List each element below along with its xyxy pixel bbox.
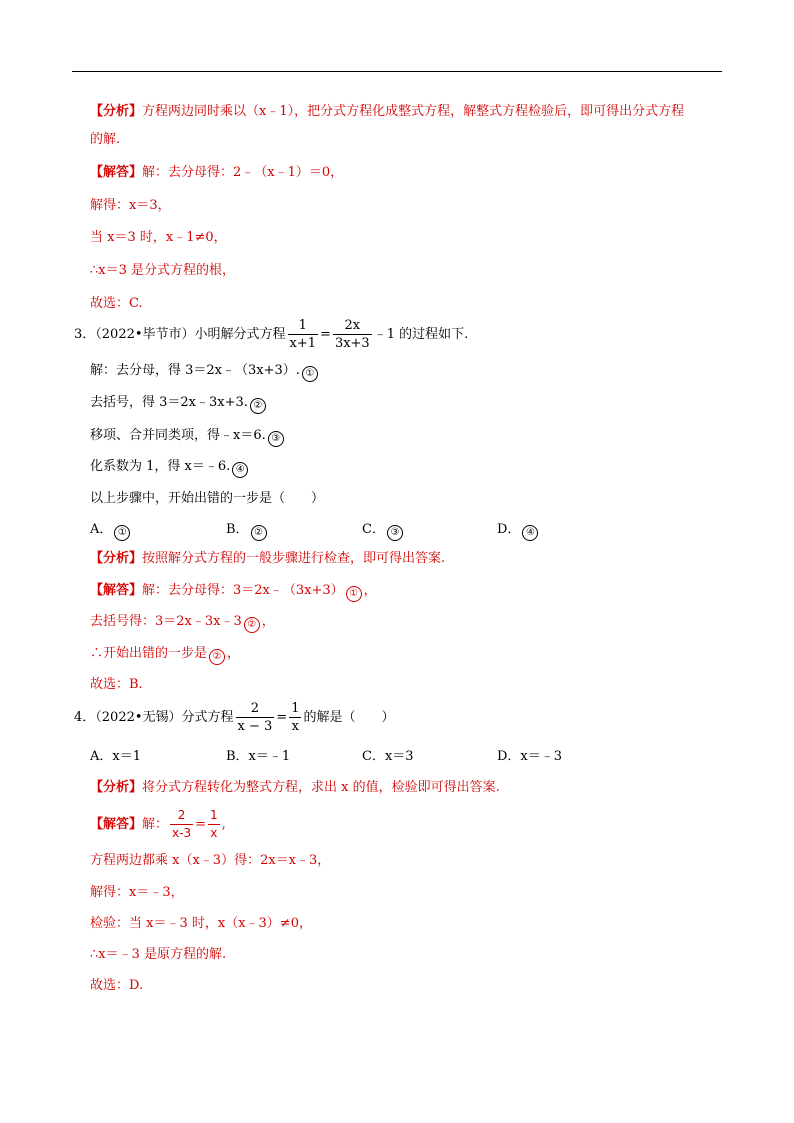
q4-answer-line3: 解得：x＝﹣3， xyxy=(90,885,184,900)
q3-answer-line2: 去括号得：3＝2x﹣3x﹣3 ② ， xyxy=(90,613,275,633)
q3-answer-line3: ∴开始出错的一步是 ② ， xyxy=(90,645,240,665)
q2-analysis-line1: 【分析】方程两边同时乘以（x﹣1），把分式方程化成整式方程，解整式方程检验后，即可得出分式方程 xyxy=(90,104,685,119)
q3-step3: 移项、合并同类项，得﹣x＝6. ③ xyxy=(90,427,286,447)
q3-answer-line4: 故选：B. xyxy=(90,677,143,692)
q4-rhs-fraction: $\frac{1}{x}$ xyxy=(291,701,300,734)
analysis-tag: 【分析】 xyxy=(90,551,143,566)
q4-option-c[interactable]: C．x＝3 xyxy=(362,749,414,764)
q3-lhs-fraction: $\frac{1}{x+1}$ xyxy=(289,318,317,351)
q3-step1: 解：去分母，得 3＝2x﹣（3x+3）. ① xyxy=(90,362,320,382)
q3-rhs-fraction: $\frac{2x}{3x+3}$ xyxy=(334,318,370,351)
q3-step4: 化系数为 1，得 x＝﹣6. ④ xyxy=(90,458,250,478)
q2-answer-line4: ∴x＝3 是分式方程的根， xyxy=(90,263,236,278)
q4-answer-line1: 【解答】解： $\frac{2}{x-3}$ = $\frac{1}{x}$ , xyxy=(90,808,226,840)
q3-option-a[interactable]: A． ① xyxy=(90,521,132,541)
q4-analysis: 【分析】将分式方程转化为整式方程，求出 x 的值，检验即可得出答案. xyxy=(90,780,500,795)
answer-tag: 【解答】 xyxy=(90,817,143,832)
answer-tag: 【解答】 xyxy=(90,165,143,180)
q4-answer-fraction-left: $\frac{2}{x-3}$ xyxy=(172,808,192,840)
q4-lhs-fraction: $\frac{2}{x - 3}$ xyxy=(237,701,273,734)
q2-answer-line2: 解得：x＝3， xyxy=(90,198,171,213)
q4-answer-line6: 故选：D. xyxy=(90,978,144,993)
analysis-tag: 【分析】 xyxy=(90,780,143,795)
q2-analysis-line2: 的解. xyxy=(90,132,121,147)
q4-option-a[interactable]: A．x＝1 xyxy=(90,749,141,764)
circled-3: ③ xyxy=(268,431,284,447)
q3-stem: 3．（2022•毕节市）小明解分式方程 $\frac{1}{x+1}$ = $\frac{2x}{3x+3}$ ﹣1 的过程如下. xyxy=(74,318,469,351)
q3-option-b[interactable]: B． ② xyxy=(226,521,269,541)
q3-option-c[interactable]: C． ③ xyxy=(362,521,405,541)
q3-answer-line1: 【解答】解：去分母得：3＝2x﹣（3x+3） ① ， xyxy=(90,582,377,602)
q3-option-d[interactable]: D． ④ xyxy=(497,521,540,541)
circled-2: ② xyxy=(250,398,266,414)
q2-answer-line3: 当 x＝3 时，x﹣1≠0， xyxy=(90,230,227,245)
q2-answer-line5: 故选：C. xyxy=(90,296,143,311)
q4-answer-line4: 检验：当 x＝﹣3 时，x（x﹣3）≠0， xyxy=(90,916,312,931)
q4-option-d[interactable]: D．x＝﹣3 xyxy=(497,749,563,764)
circled-4: ④ xyxy=(232,462,248,478)
q3-question: 以上步骤中，开始出错的一步是（ ） xyxy=(90,491,325,506)
q3-step2: 去括号，得 3＝2x﹣3x+3. ② xyxy=(90,394,268,414)
q4-answer-fraction-right: $\frac{1}{x}$ xyxy=(210,808,218,840)
q4-stem: 4．（2022•无锡）分式方程 $\frac{2}{x - 3}$ = $\frac{1}{x}$ 的解是（ ） xyxy=(74,701,395,734)
q2-answer-line1: 【解答】解：去分母得：2﹣（x﹣1）＝0， xyxy=(90,165,344,180)
q4-answer-line5: ∴x＝﹣3 是原方程的解. xyxy=(90,947,227,962)
q3-analysis: 【分析】按照解分式方程的一般步骤进行检查，即可得出答案. xyxy=(90,551,446,566)
header-rule xyxy=(72,71,722,72)
q4-answer-line2: 方程两边都乘 x（x﹣3）得：2x＝x﹣3， xyxy=(90,853,331,868)
analysis-tag: 【分析】 xyxy=(90,104,143,119)
q4-option-b[interactable]: B．x＝﹣1 xyxy=(226,749,291,764)
circled-1: ① xyxy=(302,366,318,382)
answer-tag: 【解答】 xyxy=(90,583,143,598)
